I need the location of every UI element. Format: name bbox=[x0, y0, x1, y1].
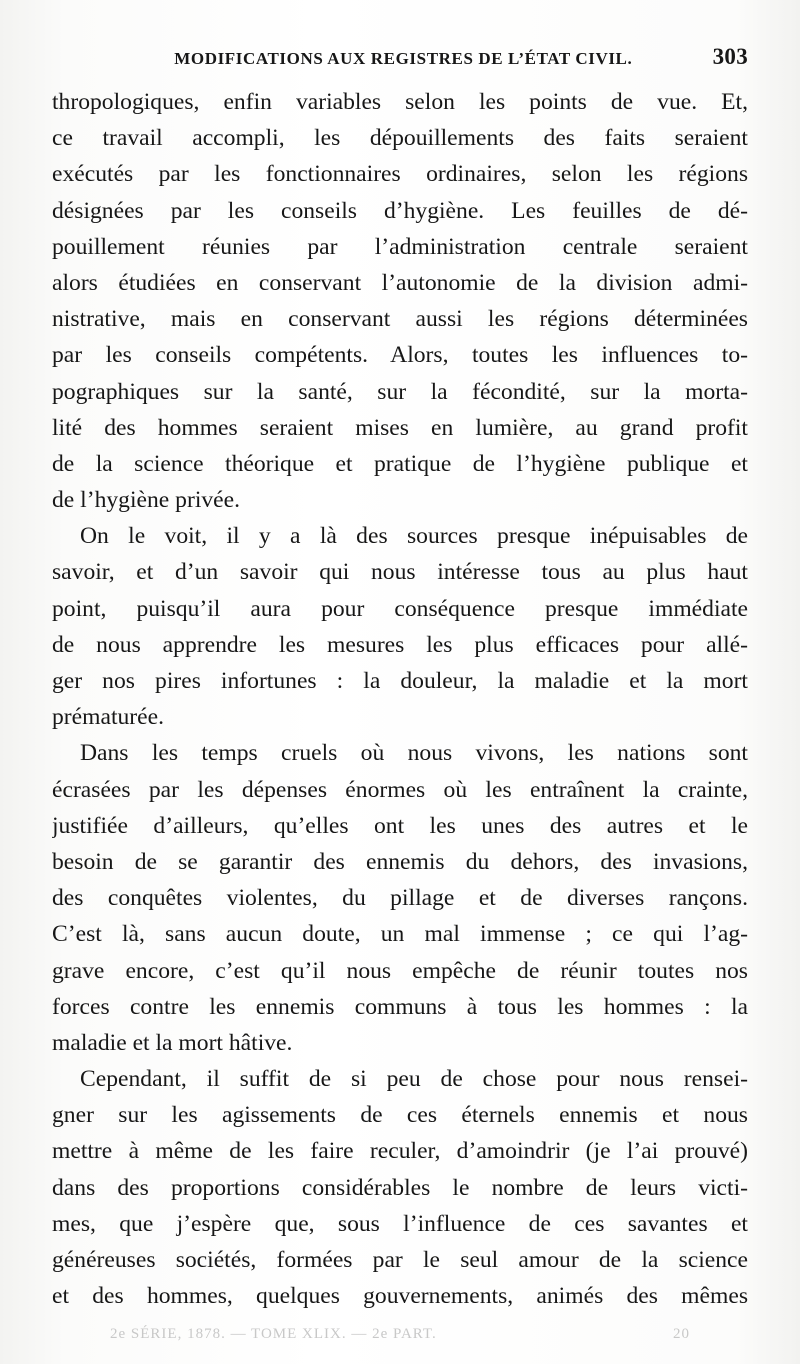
text-line: savoir, et d’un savoir qui nous intéresse tous au plus haut bbox=[52, 559, 748, 586]
paragraph-1 bbox=[52, 84, 748, 518]
text-line: écrasées par les dépenses énormes où les entraînent la crainte, bbox=[52, 776, 748, 803]
text-line: Cependant, il suffit de si peu de chose pour nous rensei- bbox=[80, 1066, 748, 1093]
page-header bbox=[52, 44, 748, 78]
text-line: forces contre les ennemis communs à tous les hommes : la bbox=[52, 993, 748, 1020]
paragraph-2 bbox=[52, 518, 748, 735]
text-line: ce travail accompli, les dépouillements des faits seraient bbox=[52, 125, 748, 152]
paragraph-4 bbox=[52, 1061, 748, 1314]
text-line: justifiée d’ailleurs, qu’elles ont les unes des autres et le bbox=[52, 812, 748, 839]
text-line: nistrative, mais en conservant aussi les régions déterminées bbox=[52, 306, 748, 333]
text-line: lité des hommes seraient mises en lumière, au grand profit bbox=[52, 414, 748, 441]
page-number: 303 bbox=[712, 44, 748, 69]
text-line: thropologiques, enfin variables selon les points de vue. Et, bbox=[52, 89, 748, 115]
text-line: dans des proportions considérables le nombre de leurs victi- bbox=[52, 1174, 748, 1201]
footer-sheet-number: 20 bbox=[673, 1326, 690, 1342]
text-line: mes, que j’espère que, sous l’influence de ces savantes et bbox=[52, 1210, 748, 1237]
text-line: généreuses sociétés, formées par le seul amour de la science bbox=[52, 1247, 748, 1273]
text-line: par les conseils compétents. Alors, toutes les influences to- bbox=[52, 342, 748, 369]
text-line: de la science théorique et pratique de l’hygiène publique et bbox=[52, 450, 748, 477]
text-line: grave encore, c’est qu’il nous empêche de réunir toutes nos bbox=[52, 957, 748, 984]
text-line: mettre à même de les faire reculer, d’amoindrir (je l’ai prouvé) bbox=[52, 1138, 748, 1165]
text-line: pographiques sur la santé, sur la fécondité, sur la morta- bbox=[52, 378, 748, 405]
text-line: Dans les temps cruels où nous vivons, les nations sont bbox=[80, 740, 748, 767]
text-line: des conquêtes violentes, du pillage et de diverses rançons. bbox=[52, 885, 748, 912]
text-line: exécutés par les fonctionnaires ordinaires, selon les régions bbox=[52, 161, 748, 188]
text-line: prématurée. bbox=[52, 704, 165, 731]
text-line: de l’hygiène privée. bbox=[52, 487, 241, 514]
text-line: ger nos pires infortunes : la douleur, la maladie et la mort bbox=[52, 668, 748, 694]
running-head: MODIFICATIONS AUX REGISTRES DE L’ÉTAT CIVIL. bbox=[174, 49, 633, 68]
text-line: de nous apprendre les mesures les plus efficaces pour allé- bbox=[52, 631, 748, 658]
text-line: désignées par les conseils d’hygiène. Les feuilles de dé- bbox=[52, 197, 748, 224]
text-line: C’est là, sans aucun doute, un mal immense ; ce qui l’ag- bbox=[52, 921, 748, 948]
text-line: alors étudiées en conservant l’autonomie de la division admi- bbox=[52, 269, 748, 296]
page-footer bbox=[110, 1326, 690, 1343]
text-line: point, puisqu’il aura pour conséquence presque immédiate bbox=[52, 595, 748, 622]
text-line: maladie et la mort hâtive. bbox=[52, 1029, 293, 1056]
paragraph-3 bbox=[52, 735, 748, 1061]
text-line: On le voit, il y a là des sources presque inépuisables de bbox=[80, 523, 748, 550]
text-line: gner sur les agissements de ces éternels ennemis et nous bbox=[52, 1102, 748, 1129]
body-text bbox=[52, 84, 748, 1314]
text-line: pouillement réunies par l’administration centrale seraient bbox=[52, 233, 748, 260]
footer-signature: 2e SÉRIE, 1878. — TOME XLIX. — 2e PART. bbox=[110, 1326, 437, 1342]
text-line: et des hommes, quelques gouvernements, animés des mêmes bbox=[52, 1283, 748, 1310]
text-line: besoin de se garantir des ennemis du dehors, des invasions, bbox=[52, 848, 748, 875]
